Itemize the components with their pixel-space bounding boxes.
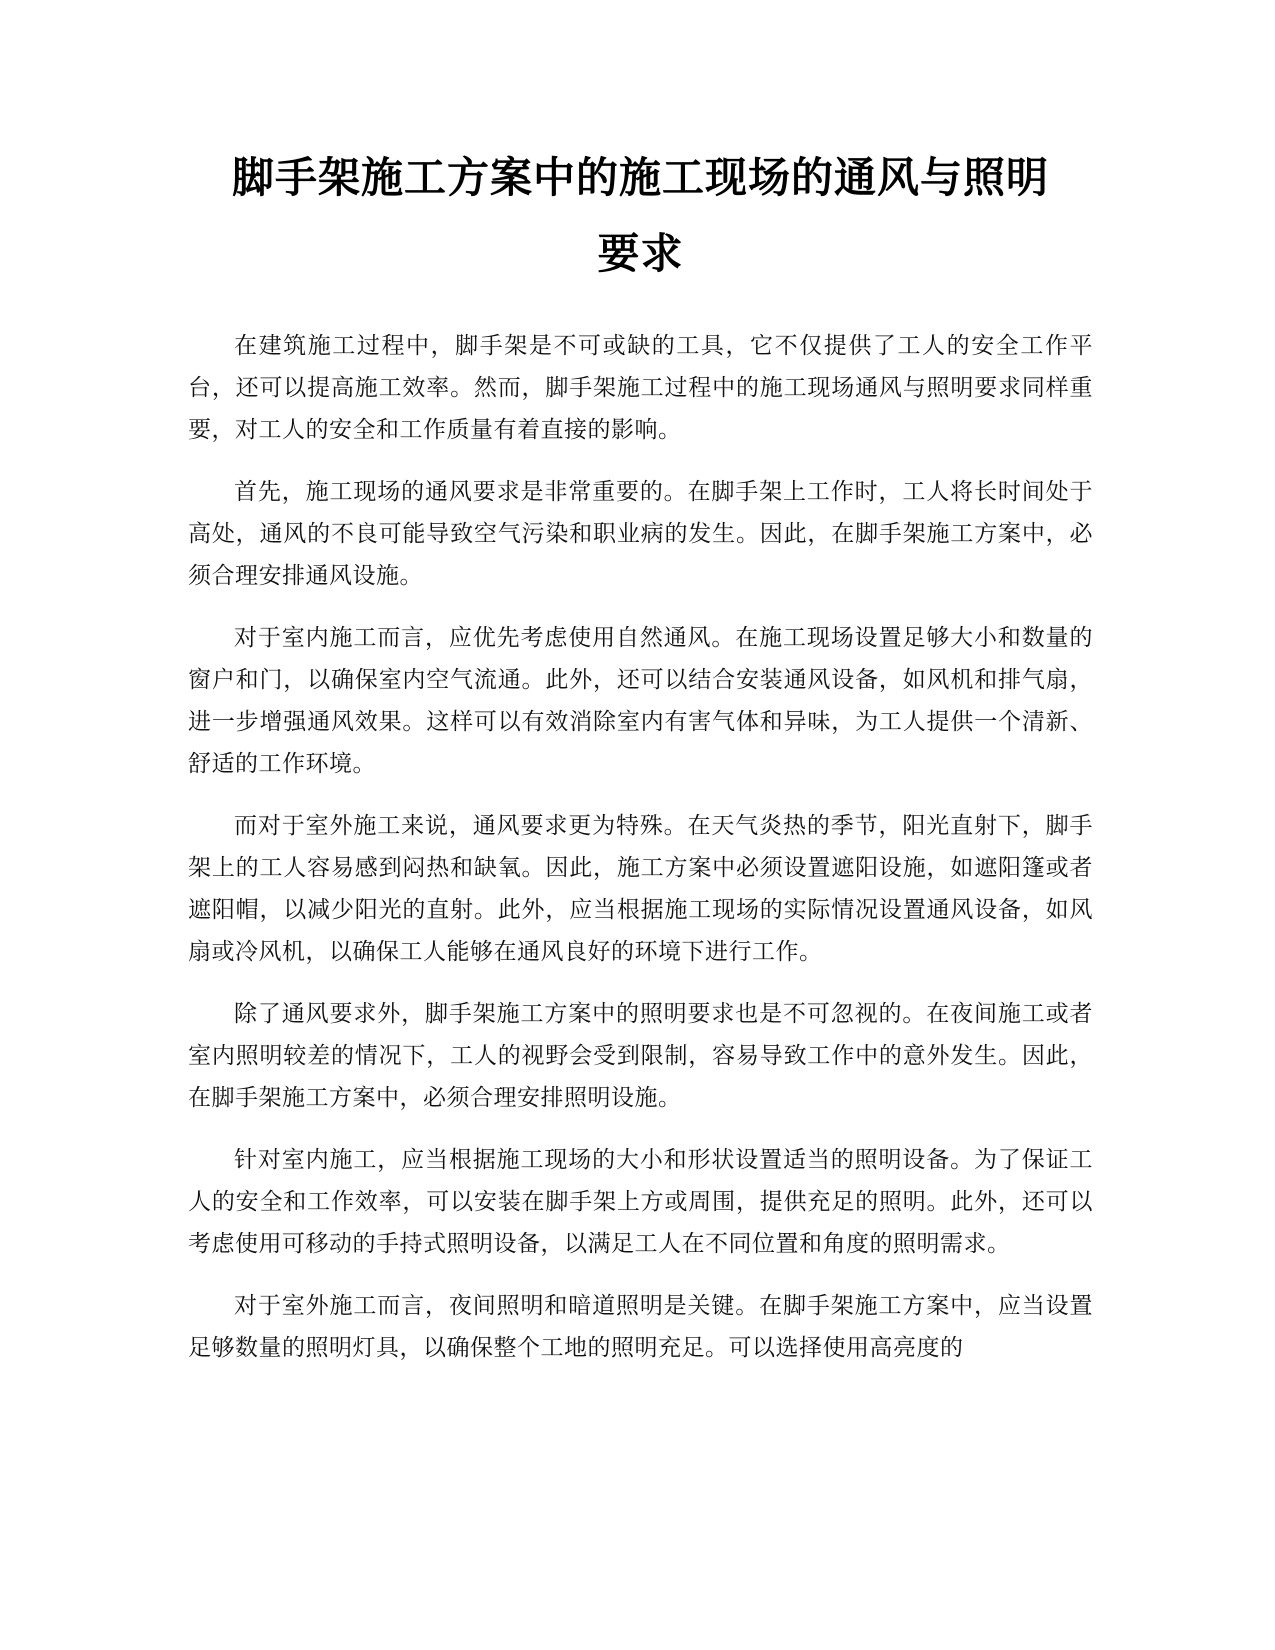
paragraph-4: 而对于室外施工来说，通风要求更为特殊。在天气炎热的季节，阳光直射下，脚手架上的工人容易感到闷热和缺氧。因此，施工方案中必须设置遮阳设施，如遮阳篷或者遮阳帽，以减少阳光的直射。此外，应当根据施工现场的实际情况设置通风设备，如风扇或冷风机，以确保工人能够在通风良好的环境下进行工作。 [188,813,1093,965]
paragraph-6: 针对室内施工，应当根据施工现场的大小和形状设置适当的照明设备。为了保证工人的安全和工作效率，可以安装在脚手架上方或周围，提供充足的照明。此外，还可以考虑使用可移动的手持式照明设备，以满足工人在不同位置和角度的照明需求。 [188,1147,1093,1257]
document-body [188,325,1093,1369]
paragraph-5: 除了通风要求外，脚手架施工方案中的照明要求也是不可忽视的。在夜间施工或者室内照明较差的情况下，工人的视野会受到限制，容易导致工作中的意外发生。因此，在脚手架施工方案中，必须合理安排照明设施。 [188,1001,1093,1111]
document-page [188,140,1093,1389]
paragraph-3: 对于室内施工而言，应优先考虑使用自然通风。在施工现场设置足够大小和数量的窗户和门，以确保室内空气流通。此外，还可以结合安装通风设备，如风机和排气扇，进一步增强通风效果。这样可以有效消除室内有害气体和异味，为工人提供一个清新、舒适的工作环境。 [188,625,1093,777]
paragraph-7: 对于室外施工而言，夜间照明和暗道照明是关键。在脚手架施工方案中，应当设置足够数量的照明灯具，以确保整个工地的照明充足。可以选择使用高亮度的 [188,1293,1093,1361]
document-title-line-1: 脚手架施工方案中的施工现场的通风与照明 [231,153,1049,202]
paragraph-1: 在建筑施工过程中，脚手架是不可或缺的工具，它不仅提供了工人的安全工作平台，还可以提高施工效率。然而，脚手架施工过程中的施工现场通风与照明要求同样重要，对工人的安全和工作质量有着直接的影响。 [188,333,1093,443]
document-title-line-2: 要求 [597,229,684,278]
document-title [188,140,1093,292]
paragraph-2: 首先，施工现场的通风要求是非常重要的。在脚手架上工作时，工人将长时间处于高处，通风的不良可能导致空气污染和职业病的发生。因此，在脚手架施工方案中，必须合理安排通风设施。 [188,479,1093,589]
